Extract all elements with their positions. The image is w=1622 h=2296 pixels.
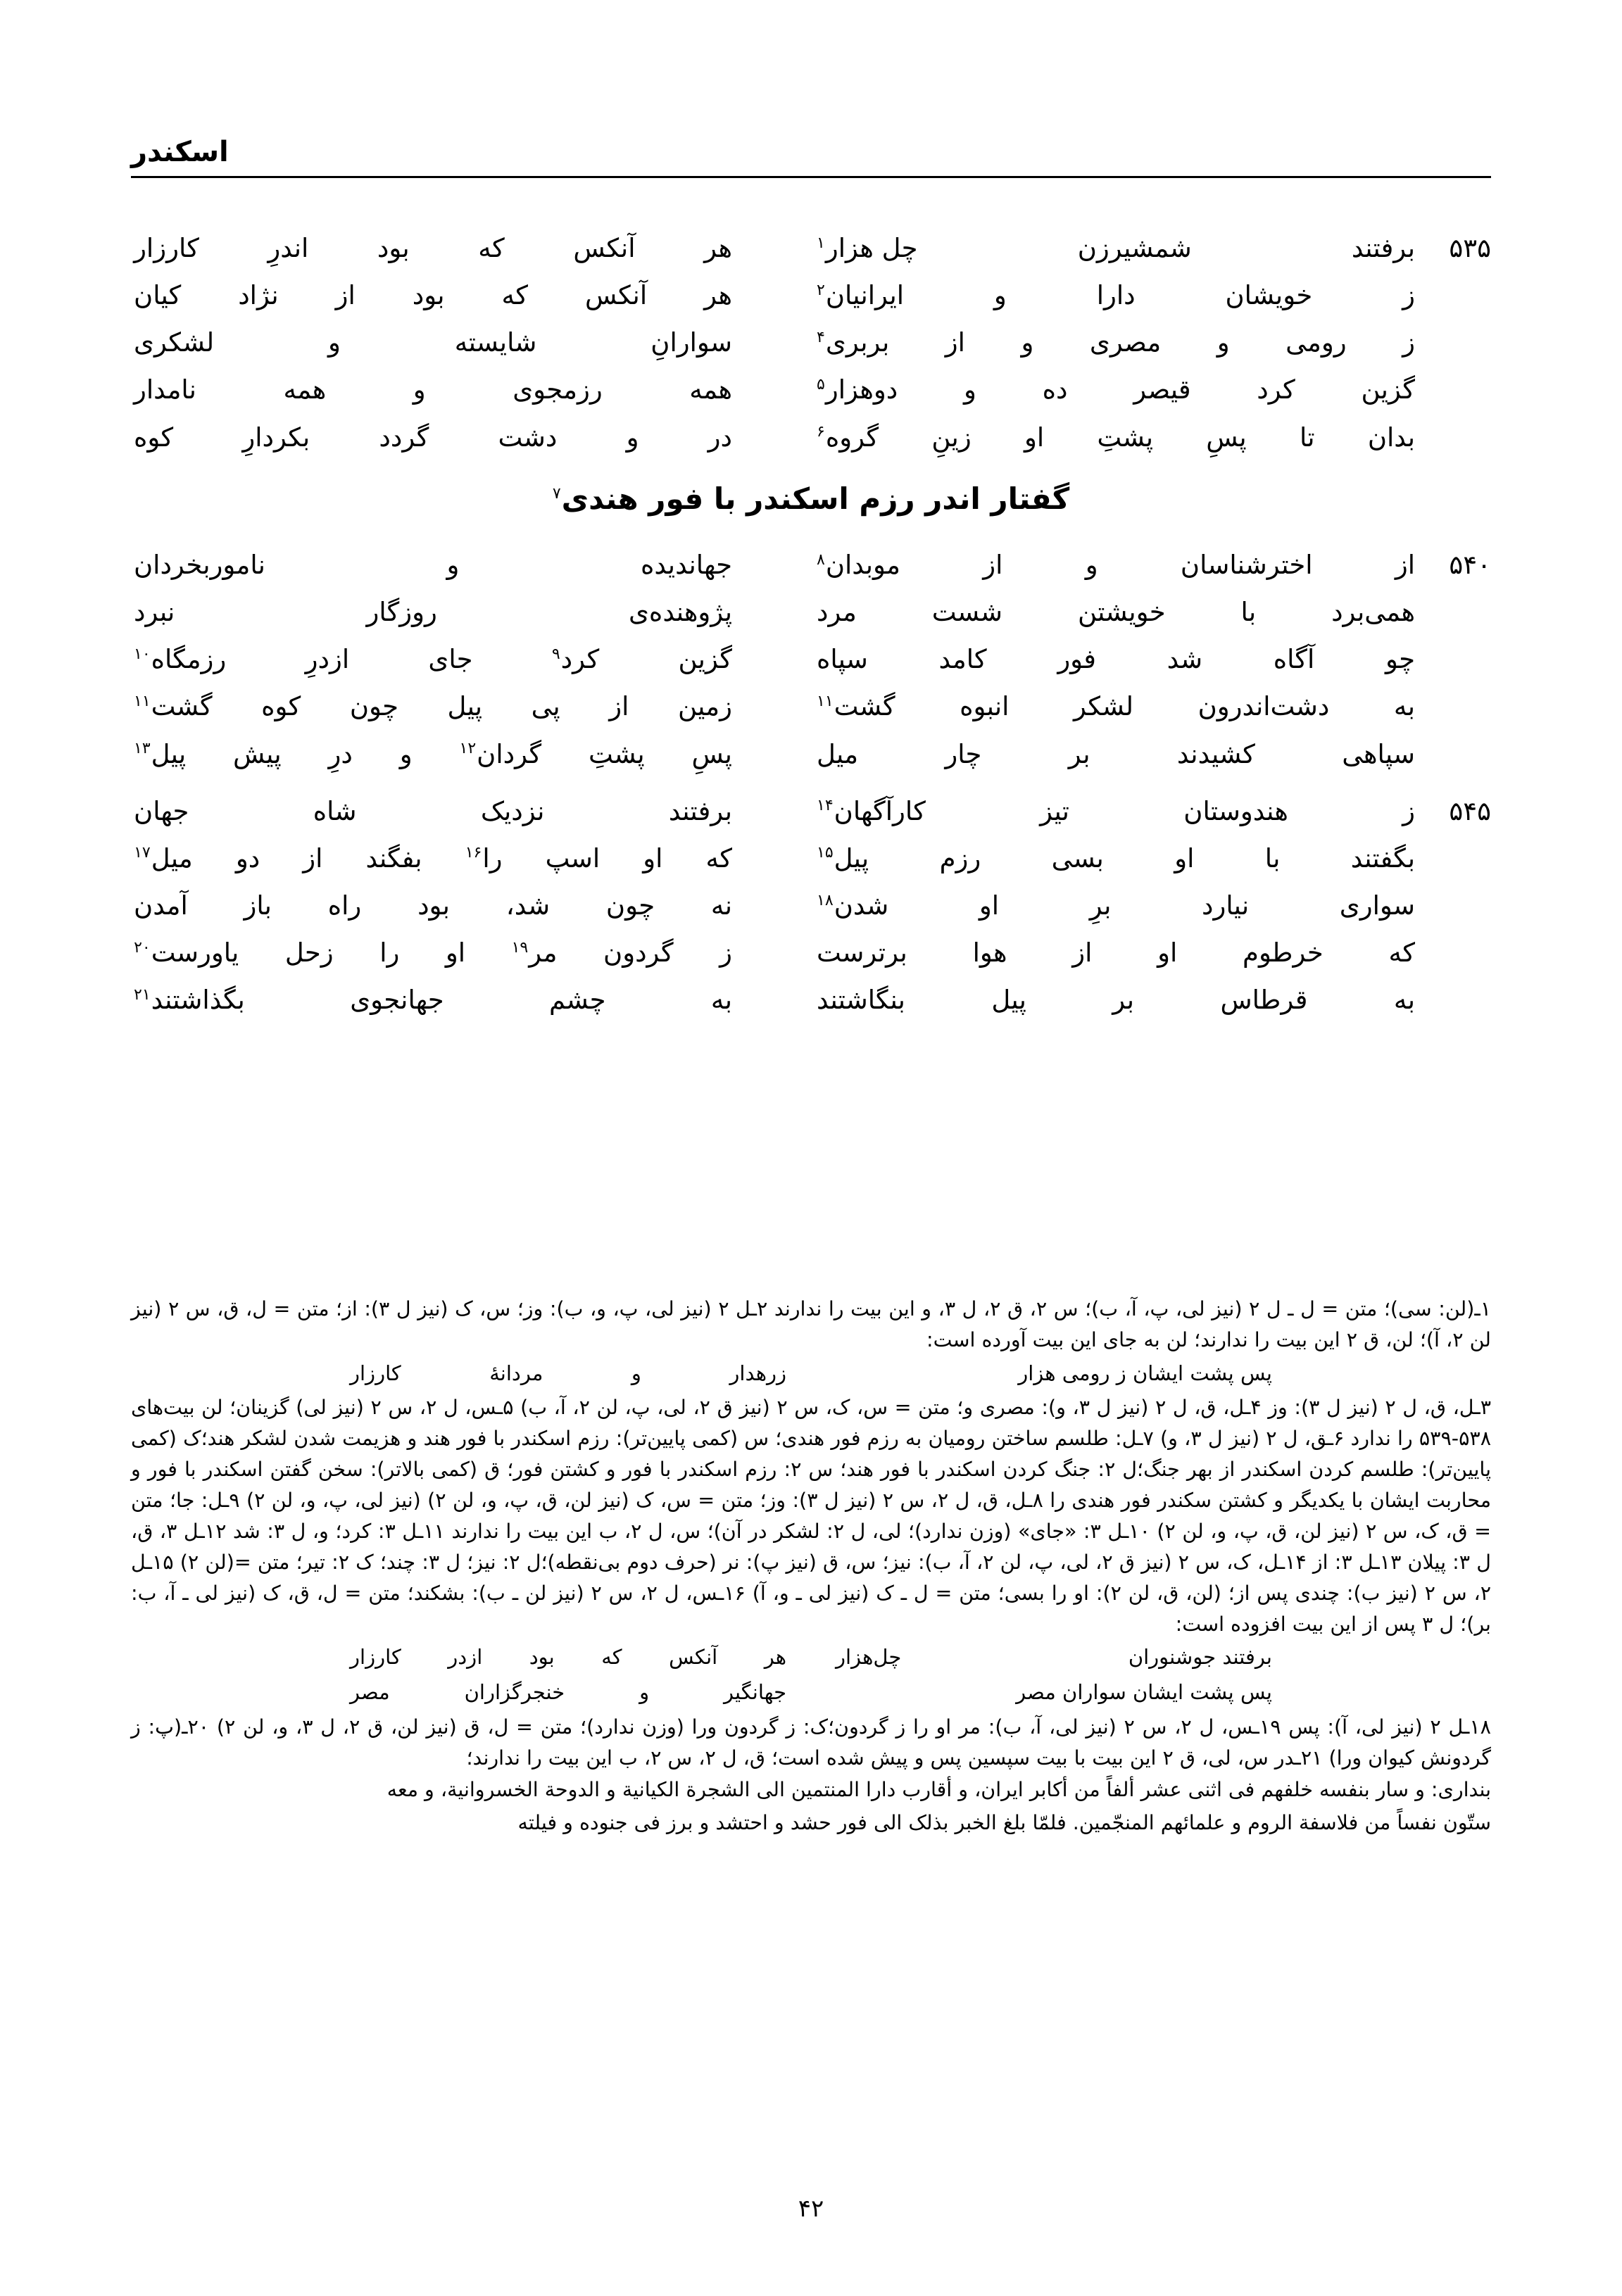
- verse-word: شمشیرزن: [1077, 233, 1192, 263]
- verse-word: برفتند: [1351, 233, 1415, 263]
- inset-word: و: [631, 1361, 641, 1385]
- verse-word: زمین: [677, 691, 732, 722]
- footnote-marker[interactable]: ۴: [817, 328, 825, 346]
- verse-word: شایسته: [454, 327, 537, 358]
- hemistich: [773, 984, 1415, 1016]
- footnote-marker[interactable]: ۹: [551, 645, 560, 663]
- couplet: [131, 549, 1491, 581]
- verse-word: جهانجوی: [350, 985, 444, 1016]
- verse-block: [131, 232, 1491, 453]
- hemistich: [773, 327, 1415, 358]
- hemistich: [131, 843, 773, 874]
- couplet: [131, 596, 1491, 628]
- verse-word: قرطاس: [1220, 985, 1308, 1016]
- verse-word: را$^{۱۶}$: [465, 843, 503, 873]
- verse-word: جهاندیده: [640, 550, 732, 581]
- inset-hemistich: [807, 1358, 1272, 1389]
- verse-word: دو: [235, 843, 260, 873]
- verse-word: چون: [605, 890, 655, 921]
- verse-word: و: [993, 280, 1007, 311]
- hemistich: [131, 232, 773, 264]
- verse-block: [131, 795, 1491, 1016]
- verse-word: ناموربخردان: [134, 550, 265, 581]
- hemistich: [131, 549, 773, 581]
- verse-word: دارا: [1096, 280, 1136, 311]
- footnote-marker[interactable]: ۱۴: [817, 797, 834, 815]
- verse-word: کشیدند: [1176, 738, 1255, 769]
- verse-word: که: [478, 233, 505, 263]
- inset-hemistich: [807, 1641, 1272, 1673]
- verse-word: جای: [428, 644, 473, 675]
- verse-word: تا: [1300, 422, 1315, 453]
- verse-word: پیل: [991, 985, 1026, 1016]
- hemistich: [773, 843, 1415, 874]
- verse-word: برترست: [817, 938, 907, 969]
- verse-word: بگذاشتند$^{۲۱}$: [134, 985, 245, 1016]
- verse-word: او: [979, 890, 1000, 921]
- verse-word: نه: [710, 890, 732, 921]
- inset-word: آنکس: [669, 1645, 718, 1670]
- verse-word: لشکر: [1073, 691, 1134, 722]
- verse-word: تیز: [1040, 795, 1069, 826]
- bayt-number: ۵۳۵: [1449, 233, 1491, 263]
- verse-word: که: [1388, 938, 1415, 969]
- inset-word: چل‌هزار: [836, 1645, 902, 1670]
- hemistich: [773, 890, 1415, 921]
- verse-word: دشت‌اندرون: [1197, 691, 1330, 722]
- verse-word: پسِ: [1206, 422, 1247, 453]
- verse-word: خویشتن: [1077, 597, 1166, 628]
- verse-word: اندرِ: [268, 233, 309, 263]
- inset-word: برفتند جوشنوران: [1128, 1645, 1272, 1670]
- verse-word: خویشان: [1225, 280, 1313, 311]
- section-heading: گفتار اندر رزم اسکندر با فور هندی$^۷$: [552, 481, 1070, 516]
- verse-word: رومی: [1285, 327, 1347, 358]
- header-divider: [131, 176, 1491, 178]
- apparatus-inset-verse: [131, 1641, 1491, 1673]
- couplet: [131, 232, 1491, 264]
- verse-word: نامدار: [134, 374, 196, 405]
- verse-word: به: [710, 985, 732, 1016]
- verse-word: ز: [1402, 327, 1415, 358]
- inset-word: پس پشت ایشان ز رومی هزار: [1018, 1361, 1272, 1385]
- verse-body: [131, 232, 1491, 1031]
- verse-word: گزین: [678, 644, 732, 675]
- verse-word: ایرانیان$^۲$: [817, 280, 905, 311]
- inset-word: و: [639, 1680, 650, 1705]
- verse-word: کوه: [261, 691, 301, 722]
- verse-word: شدن$^{۱۸}$: [817, 890, 889, 921]
- verse-word: از: [609, 691, 629, 722]
- verse-word: و: [1085, 550, 1098, 581]
- verse-word: ازدرِ: [305, 644, 350, 675]
- hemistich: [773, 279, 1415, 311]
- verse-word: و: [399, 738, 413, 769]
- verse-word: پشتِ: [1097, 422, 1154, 453]
- verse-word: بود: [377, 233, 410, 263]
- bayt-number: ۵۴۵: [1449, 795, 1491, 826]
- verse-word: هندوستان: [1183, 795, 1288, 826]
- bayt-number: ۵۴۰: [1449, 550, 1491, 581]
- verse-word: بفگند: [365, 843, 422, 873]
- verse-word: شست: [931, 597, 1003, 628]
- verse-word: گشت$^{۱۱}$: [817, 691, 895, 722]
- couplet: [131, 327, 1491, 358]
- verse-word: از: [983, 550, 1003, 581]
- verse-word: شاه: [313, 795, 357, 826]
- verse-word: و: [626, 422, 639, 453]
- apparatus-note-group-2: ۳ـل، ق، ل ۲ (نیز ل ۳): وز ۴ـل، ق، ل ۲ (نیز ل ۳، و): مصری و؛ متن = س، ک، س ۲ (نیز ق ۲، لی، پ، لن ۲، آ، ب) ۵ـس، ل ۲، س ۲ (نیز لی) گزینان؛ لن بیت‌های ۵۳۸-۵۳۹ را ندارد ۶ـق، ل ۲ (نیز ل ۳، و) ۷ـل: طلسم ساختن رومیان به رزم فور هندی؛ س (کمی پایین‌تر): رزم اسکندر با فور هند و هزیمت شدن لشکر هند؛ک (کمی پایین‌تر): طلسم کردن اسکندر از بهر جنگ؛ل ۲: جنگ کردن اسکندر با فور هند؛ س ۲: رزم اسکندر با فور و کشتن فور؛ ق (کمی بالاتر): سخن گفتن اسکندر با فور و محاربت ایشان با یکدیگر و کشتن سکندر فور هندی را ۸ـل، ق، ل ۲، س ۲ (نیز ل ۳): وز؛ متن = س، ک (نیز لن، ق، پ، و، لن ۲) (نیز لی، پ، و، لن ۲) ۹ـل: جا؛ متن = ق، ک، س ۲ (نیز لن، ق، پ، و، لن ۲) ۱۰ـل ۳: «جای» (وزن ندارد)؛ لی، ل ۲: لشکر در آن)؛ س، ل ۲، ب این بیت را ندارند ۱۱ـل ۳: کرد؛ و، ل ۳: شد ۱۲ـل ۳، ق، ل ۳: پیلان ۱۳ـل ۳: از ۱۴ـل، ک، س ۲ (نیز ق ۲، لی، پ، لن ۲، آ، ب): نیز؛ س، ق (نیز پ): نر (حرف دوم بی‌نقطه)؛ل ۲: نیز؛ ل ۳: چند؛ ک ۲: تیر؛ متن =(لن ۲) ۱۵ـل ۲، س ۲ (نیز ب): چندی پس از؛ (لن، ق، لن ۲): او را بسی؛ متن = ل ـ ک (نیز لی ـ و، آ) ۱۶ـس، ل ۲، س ۲ (نیز لن ـ ب): بشکند؛ متن = ل، ق، ک (نیز لی ـ آ، ب: بر)؛ ل ۳ پس از این بیت افزوده است:: [131, 1396, 1492, 1636]
- couplet: [131, 795, 1491, 827]
- hemistich: [131, 984, 773, 1016]
- apparatus-content: [131, 1294, 1491, 1839]
- verse-block: [131, 549, 1491, 770]
- hemistich: [773, 374, 1415, 405]
- hemistich: [773, 643, 1415, 675]
- verse-word: اخترشناسان: [1180, 550, 1313, 581]
- verse-word: از: [335, 280, 356, 311]
- footnote-marker[interactable]: ۱۷: [134, 844, 151, 862]
- hemistich: [131, 937, 773, 969]
- verse-word: او: [445, 938, 466, 969]
- verse-word: نیارد: [1202, 890, 1250, 921]
- inset-word: هر: [764, 1645, 786, 1670]
- verse-word: و: [328, 327, 341, 358]
- verse-word: آمدن: [134, 890, 188, 921]
- verse-word: و: [413, 374, 426, 405]
- verse-word: یاورست$^{۲۰}$: [134, 938, 239, 969]
- verse-word: کرد: [1257, 374, 1295, 405]
- verse-word: چار: [945, 738, 982, 769]
- verse-word: پیل$^{۱۳}$: [134, 738, 187, 769]
- hemistich: [131, 643, 773, 675]
- verse-word: بنگاشتند: [817, 985, 905, 1016]
- verse-word: سوارانِ: [650, 327, 732, 358]
- verse-word: نزدیک: [480, 795, 545, 826]
- verse-word: پیل$^{۱۵}$: [817, 843, 869, 873]
- verse-blocks-container: [131, 232, 1491, 1016]
- footnote-marker[interactable]: ۱۰: [134, 645, 151, 663]
- verse-word: ز: [1402, 795, 1415, 826]
- verse-word: پشتِ: [589, 738, 645, 769]
- verse-word: بود: [417, 890, 450, 921]
- footnote-marker[interactable]: ۲: [817, 281, 825, 299]
- inset-word: جهانگیر: [724, 1680, 786, 1705]
- footnote-marker[interactable]: ۱: [817, 234, 825, 252]
- apparatus-inset-verse: [131, 1358, 1491, 1389]
- verse-word: نبرد: [134, 597, 175, 628]
- verse-word: مصری: [1089, 327, 1162, 358]
- verse-word: سپاه: [817, 644, 868, 675]
- verse-word: گشت$^{۱۱}$: [134, 691, 213, 722]
- verse-word: و: [446, 550, 460, 581]
- apparatus-note-group-1: ۱ـ(لن: سی)؛ متن = ل ـ ل ۲ (نیز لی، پ، آ، ب)؛ س ۲، ق ۲، ل ۳، و این بیت را ندارند ۲ـل ۲ (نیز لی، پ، و، ب): وز؛ س، ک (نیز ل ۳): از؛ متن = ل، ق، س ۲ (نیز لن ۲، آ)؛ لن، ق ۲ این بیت را ندارند؛ لن به جای این بیت آورده است:: [131, 1297, 1492, 1351]
- couplet: [131, 738, 1491, 770]
- inset-hemistich: [350, 1677, 807, 1708]
- arabic-source-quote: ستّون نفساً من فلاسفة الروم و علمائهم المنجّمین. فلمّا بلغ الخبر بذلک الی فور حشد و احتشد و برز فی جنوده و فیلته: [517, 1811, 1491, 1835]
- footnote-marker[interactable]: ۲۱: [134, 985, 151, 1004]
- verse-word: میل$^{۱۷}$: [134, 843, 193, 873]
- verse-word: نژاد: [238, 280, 279, 311]
- verse-word: از: [1395, 550, 1415, 581]
- verse-word: کامد: [938, 644, 987, 675]
- verse-word: همه: [689, 374, 732, 405]
- footnote-marker[interactable]: ۸: [817, 550, 825, 569]
- verse-word: که: [501, 280, 528, 311]
- verse-word: لشکری: [134, 327, 215, 358]
- inset-word: خنجرگزاران: [464, 1680, 565, 1705]
- footnote-marker[interactable]: ۱۸: [817, 891, 834, 909]
- verse-word: هوا: [972, 938, 1007, 969]
- verse-word: برِ: [1089, 890, 1112, 921]
- couplet: [131, 843, 1491, 874]
- verse-word: پیل: [447, 691, 483, 722]
- verse-word: هر: [704, 280, 732, 311]
- inset-hemistich: [350, 1641, 807, 1673]
- verse-word: رزمجوی: [513, 374, 603, 405]
- critical-apparatus: [131, 1294, 1491, 1840]
- couplet: [131, 937, 1491, 969]
- verse-word: بکردارِ: [242, 422, 310, 453]
- verse-word: مر$^{۱۹}$: [511, 938, 558, 969]
- hemistich: [131, 795, 773, 827]
- verse-word: پیش: [233, 738, 282, 769]
- verse-word: برفتند: [668, 795, 732, 826]
- hemistich: [773, 549, 1415, 581]
- verse-word: ز: [1402, 280, 1415, 311]
- verse-word: کارآگهان$^{۱۴}$: [817, 795, 926, 826]
- footnote-marker[interactable]: ۱۲: [459, 740, 477, 758]
- verse-word: چشم: [549, 985, 606, 1016]
- hemistich: [773, 937, 1415, 969]
- verse-word: رزم: [939, 843, 981, 873]
- verse-word: در: [708, 422, 732, 453]
- inset-word: ازدر: [448, 1645, 483, 1670]
- verse-word: و: [964, 374, 976, 405]
- hemistich: [131, 690, 773, 722]
- verse-word: او: [1157, 938, 1178, 969]
- couplet: [131, 422, 1491, 453]
- inset-word: کارزار: [350, 1645, 401, 1670]
- verse-word: گردون: [603, 938, 674, 969]
- verse-word: باز: [244, 890, 272, 921]
- verse-word: چو: [1385, 644, 1415, 675]
- hemistich: [773, 738, 1415, 770]
- verse-word: و: [1021, 327, 1034, 358]
- hemistich: [131, 738, 773, 770]
- verse-word: سپاهی: [1342, 738, 1415, 769]
- verse-word: رزمگاه$^{۱۰}$: [134, 644, 227, 675]
- verse-word: قیصر: [1133, 374, 1191, 405]
- verse-word: بگفتند: [1350, 843, 1415, 873]
- verse-word: موبدان$^۸$: [817, 550, 900, 581]
- verse-word: انبوه: [960, 691, 1010, 722]
- verse-word: همی‌برد: [1331, 597, 1415, 628]
- inset-word: مصر: [350, 1680, 390, 1705]
- verse-word: بربری$^۴$: [817, 327, 890, 358]
- footnote-marker[interactable]: ۶: [817, 423, 825, 441]
- verse-word: زحل: [284, 938, 334, 969]
- verse-word: بر: [1068, 738, 1090, 769]
- verse-word: چل هزار$^۱$: [817, 233, 918, 263]
- arabic-source-quote: بنداری: و سار بنفسه خلفهم فی اثنی عشر ألفاً من أکابر ایران، و أقارب دارا المنتمین الی الشجرة الکیانیة و الدوحة الخسروانیة، و معه: [386, 1778, 1491, 1802]
- hemistich: [773, 232, 1415, 264]
- inset-word: زرهدار: [729, 1361, 786, 1385]
- hemistich: [131, 890, 773, 921]
- verse-word: به: [1393, 985, 1415, 1016]
- verse-word: هر: [704, 233, 732, 263]
- footnote-marker[interactable]: ۱۹: [511, 938, 529, 957]
- verse-word: را: [379, 938, 400, 969]
- footnote-marker[interactable]: ۱۳: [134, 740, 151, 758]
- inset-word: بود: [529, 1645, 555, 1670]
- inset-hemistich: [350, 1358, 807, 1389]
- footnote-marker[interactable]: ۱۱: [817, 693, 834, 711]
- verse-word: بود: [412, 280, 445, 311]
- verse-word: گردد: [379, 422, 429, 453]
- footnote-marker[interactable]: ۱۵: [817, 844, 834, 862]
- hemistich: [773, 596, 1415, 628]
- verse-word: به: [1393, 691, 1415, 722]
- verse-word: فور: [1057, 644, 1096, 675]
- apparatus-inset-verse: [131, 1677, 1491, 1708]
- verse-word: او: [643, 843, 663, 873]
- couplet: [131, 374, 1491, 405]
- verse-word: ده: [1042, 374, 1068, 405]
- verse-word: از: [945, 327, 965, 358]
- hemistich: [773, 690, 1415, 722]
- verse-word: پی: [531, 691, 560, 722]
- verse-word: کوه: [134, 422, 174, 453]
- verse-word: او: [1024, 422, 1045, 453]
- verse-word: و: [1216, 327, 1230, 358]
- verse-word: که: [705, 843, 732, 873]
- footnote-marker[interactable]: ۲۰: [134, 938, 151, 957]
- verse-word: با: [1240, 597, 1257, 628]
- verse-word: پسِ: [691, 738, 732, 769]
- verse-word: سواری: [1339, 890, 1415, 921]
- verse-word: روزگار: [366, 597, 437, 628]
- verse-word: گروه$^۶$: [817, 422, 879, 453]
- footnote-marker[interactable]: ۷: [552, 484, 561, 503]
- inset-hemistich: [807, 1677, 1272, 1708]
- hemistich: [773, 422, 1415, 453]
- verse-word: ز: [719, 938, 732, 969]
- couplet: [131, 690, 1491, 722]
- hemistich: [131, 374, 773, 405]
- couplet: [131, 890, 1491, 921]
- verse-word: کیان: [134, 280, 182, 311]
- footnote-marker[interactable]: ۱۶: [465, 844, 482, 862]
- verse-word: زینِ: [931, 422, 972, 453]
- verse-word: بدان: [1367, 422, 1415, 453]
- verse-word: کرد$^۹$: [551, 644, 600, 675]
- verse-word: شد: [1167, 644, 1203, 675]
- verse-word: آنکس: [573, 233, 636, 263]
- verse-word: از: [1072, 938, 1093, 969]
- verse-word: بسی: [1051, 843, 1104, 873]
- hemistich: [131, 327, 773, 358]
- couplet: [131, 984, 1491, 1016]
- page-header: [131, 138, 1491, 194]
- verse-word: کارزار: [134, 233, 199, 263]
- verse-word: او: [1174, 843, 1195, 873]
- footnote-marker[interactable]: ۱۱: [134, 693, 151, 711]
- verse-word: از: [303, 843, 323, 873]
- verse-word: دشت: [498, 422, 558, 453]
- verse-word: آنکس: [584, 280, 648, 311]
- verse-word: اسپ: [545, 843, 601, 873]
- verse-word: پژوهنده‌ی: [628, 597, 732, 628]
- inset-word: پس پشت ایشان سواران مصر: [1016, 1680, 1272, 1705]
- verse-word: گزین: [1361, 374, 1415, 405]
- verse-word: شد،: [505, 890, 551, 921]
- inset-word: که: [601, 1645, 622, 1670]
- verse-word: دوهزار$^۵$: [817, 374, 898, 405]
- couplet: [131, 279, 1491, 311]
- verse-word: مرد: [817, 597, 857, 628]
- verse-word: جهان: [134, 795, 189, 826]
- inset-word: کارزار: [350, 1361, 401, 1385]
- verse-word: همه: [283, 374, 327, 405]
- verse-word: با: [1264, 843, 1281, 873]
- verse-word: گردان$^{۱۲}$: [459, 738, 542, 769]
- apparatus-note-group-3: ۱۸ـل ۲ (نیز لی، آ): پس ۱۹ـس، ل ۲، س ۲ (نیز لی، آ، ب): مر او را ز گردون؛ک: ز گردون ورا (وزن ندارد)؛ متن = ل، ق (نیز لن، ق ۲، ل ۳، و، لن ۲) ۲۰ـ(پ: ز گردونش کیوان ورا) ۲۱ـدر س، لی، ق ۲ این بیت با بیت سپسین پس و پیش شده است؛ ق، ل ۲، س ۲، ب این بیت را ندارند؛: [131, 1715, 1491, 1770]
- hemistich: [773, 795, 1415, 827]
- hemistich: [131, 596, 773, 628]
- verse-word: آگاه: [1273, 644, 1315, 675]
- verse-word: بر: [1112, 985, 1135, 1016]
- inset-word: مردانهٔ: [489, 1361, 543, 1385]
- verse-word: میل: [817, 738, 859, 769]
- verse-word: خرطوم: [1243, 938, 1324, 969]
- running-head: اسکندر: [131, 136, 229, 168]
- verse-word: راه: [327, 890, 362, 921]
- couplet: [131, 643, 1491, 675]
- page-number: ۴۲: [798, 2195, 824, 2223]
- hemistich: [131, 279, 773, 311]
- verse-word: درِ: [328, 738, 353, 769]
- verse-word: چون: [349, 691, 398, 722]
- footnote-marker[interactable]: ۵: [817, 376, 825, 394]
- hemistich: [131, 422, 773, 453]
